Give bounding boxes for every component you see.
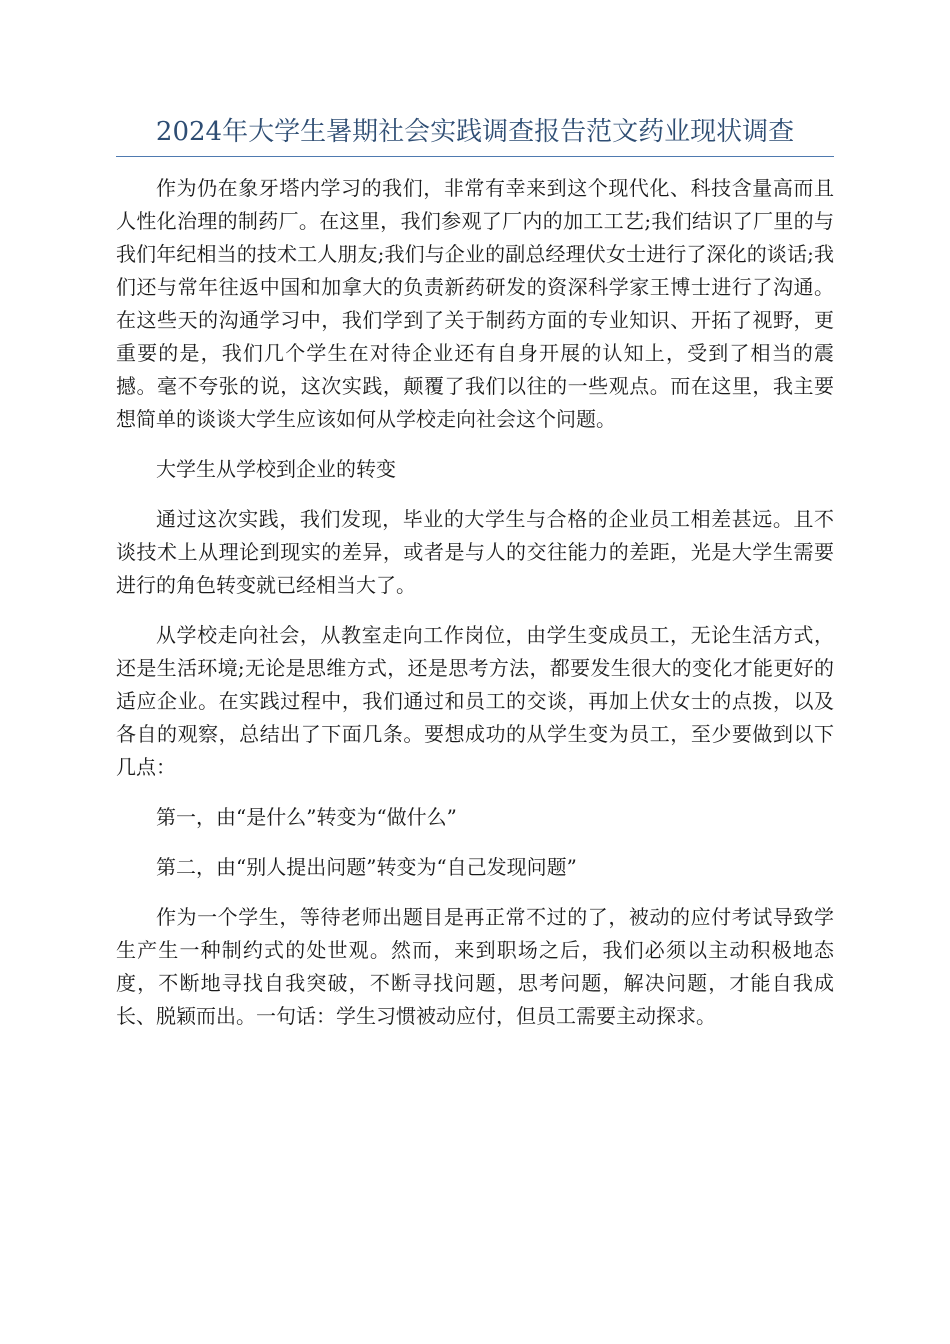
- point-one: 第一，由“是什么”转变为“做什么”: [156, 805, 457, 829]
- document-title: 2024年大学生暑期社会实践调查报告范文药业现状调查: [116, 112, 834, 157]
- paragraph-transition: 从学校走向社会，从教室走向工作岗位，由学生变成员工，无论生活方式，还是生活环境;无论是思维方式，还是思考方法，都要发生很大的变化才能更好的适应企业。在实践过程中，我们通过和员工的交谈，再加上伏女士的点拨，以及各自的观察，总结出了下面几条。要想成功的从学生变为员工，至少要做到以下几点：: [116, 623, 834, 779]
- paragraph-student-vs-employee: 作为一个学生，等待老师出题目是再正常不过的了，被动的应付考试导致学生产生一种制约式的处世观。然而，来到职场之后，我们必须以主动积极地态度，不断地寻找自我突破，不断寻找问题，思考问题，解决问题，才能自我成长、脱颖而出。一句话：学生习惯被动应付，但员工需要主动探求。: [116, 905, 834, 1028]
- paragraph-intro: 作为仍在象牙塔内学习的我们，非常有幸来到这个现代化、科技含量高而且人性化治理的制药厂。在这里，我们参观了厂内的加工工艺;我们结识了厂里的与我们年纪相当的技术工人朋友;我们与企业的副总经理伏女士进行了深化的谈话;我们还与常年往返中国和加拿大的负责新药研发的资深科学家王博士进行了沟通。在这些天的沟通学习中，我们学到了关于制药方面的专业知识、开拓了视野，更重要的是，我们几个学生在对待企业还有自身开展的认知上，受到了相当的震撼。毫不夸张的说，这次实践，颠覆了我们以往的一些观点。而在这里，我主要想简单的谈谈大学生应该如何从学校走向社会这个问题。: [116, 176, 834, 431]
- document-body: [116, 172, 834, 1050]
- point-two: 第二，由“别人提出问题”转变为“自己发现问题”: [156, 855, 577, 879]
- paragraph-gap: 通过这次实践，我们发现，毕业的大学生与合格的企业员工相差甚远。且不谈技术上从理论到现实的差异，或者是与人的交往能力的差距，光是大学生需要进行的角色转变就已经相当大了。: [116, 507, 834, 597]
- section-heading: 大学生从学校到企业的转变: [156, 457, 396, 481]
